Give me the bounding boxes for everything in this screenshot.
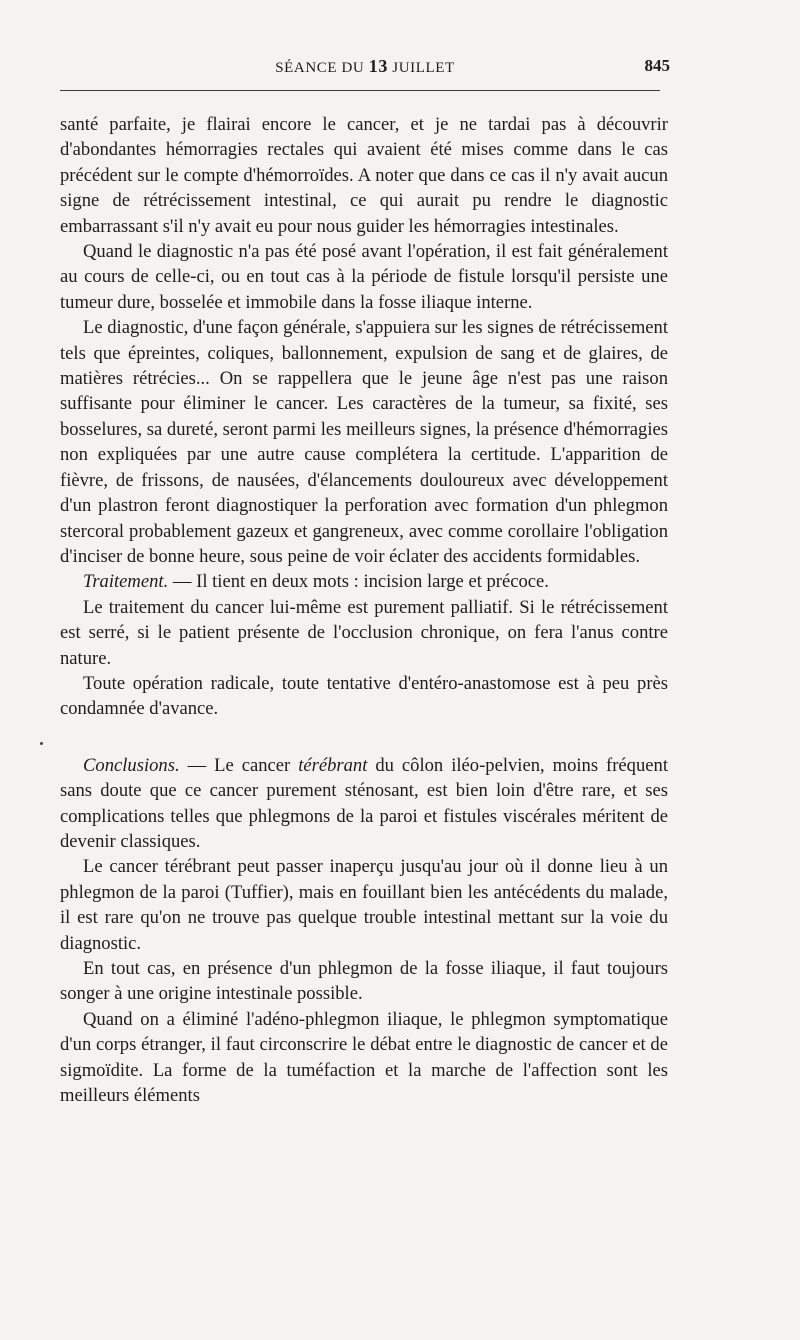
- paragraph-continuation: santé parfaite, je flairai encore le cancer, et je ne tardai pas à découvrir d'abondantes hémorragies rectales qui avaient été mises comme dans le cas précédent sur le compte d'hémorroïdes. A noter que dans ce cas il n'y avait aucun signe de rétrécissement intestinal, ce qui aurait pu rendre le diagnostic embarrassant s'il n'y avait eu pour nous guider les hémorragies intestinales.: [60, 114, 668, 237]
- paragraph-diagnostic-general: Le diagnostic, d'une façon générale, s'appuiera sur les signes de rétrécissement tels que épreintes, coliques, ballonnement, expulsion de sang et de glaires, de matières rétrécies... On se rappellera que le jeune âge n'est pas une raison suffisante pour éliminer le cancer. Les caractères de la tumeur, sa fixité, ses bosselures, sa dureté, seront parmi les meilleurs signes, la présence d'hémorragies non expliquées par une autre cause complétera la certitude. L'apparition de fièvre, de frissons, de nausées, d'élancements douloureux avec développement d'un plastron feront diagnostiquer la perforation avec formation d'un phlegmon stercoral probablement gazeux et gangreneux, avec comme corollaire l'obligation d'inciser de bonne heure, sous peine de voir éclater des accidents formidables.: [60, 317, 668, 567]
- conclusions-text-b: du côlon iléo-pelvien, moins fréquent sans doute que ce cancer purement sténosant, est bien loin d'être rare, et ses complications telles que phlegmons de la paroi et fistules viscérales méritent de devenir classiques.: [60, 754, 668, 852]
- running-header: [60, 56, 670, 80]
- page-number: 845: [644, 56, 670, 75]
- conclusions-text-a: — Le cancer: [179, 754, 299, 776]
- margin-mark: [40, 742, 43, 745]
- conclusions-emphasis: térébrant: [298, 754, 368, 776]
- paragraph-traitement: [60, 569, 668, 594]
- paragraph-diagnostic-differentiel: Quand on a éliminé l'adéno-phlegmon iliaque, le phlegmon symptomatique d'un corps étranger, il faut circonscrire le débat entre le diagnostic de cancer et de sigmoïdite. La forme de la tuméfaction et la marche de l'affection sont les meilleurs éléments: [60, 1008, 668, 1107]
- conclusions-heading: Conclusions.: [83, 754, 180, 776]
- traitement-text: — Il tient en deux mots : incision large et précoce.: [168, 571, 549, 593]
- paragraph-origine-intestinale: En tout cas, en présence d'un phlegmon de la fosse iliaque, il faut toujours songer à une origine intestinale possible.: [60, 958, 668, 1005]
- running-title: [60, 56, 670, 77]
- running-title-suffix: JUILLET: [387, 60, 455, 76]
- running-title-day: 13: [368, 56, 388, 76]
- paragraph-diagnostic-operation: Quand le diagnostic n'a pas été posé avant l'opération, il est fait généralement au cours de celle-ci, ou en tout cas à la période de fistule lorsqu'il persiste une tumeur dure, bosselée et immobile dans la fosse iliaque interne.: [60, 241, 668, 313]
- traitement-heading: Traitement.: [83, 571, 169, 593]
- paragraph-conclusions: [60, 753, 668, 855]
- paragraph-inapercu: Le cancer térébrant peut passer inaperçu jusqu'au jour où il donne lieu à un phlegmon de la paroi (Tuffier), mais en fouillant bien les antécédents du malade, il est rare qu'on ne trouve pas quelque trouble intestinal mettant sur la voie du diagnostic.: [60, 856, 668, 954]
- paragraph-operation-radicale: Toute opération radicale, toute tentative d'entéro-anastomose est à peu près condamnée d'avance.: [60, 672, 668, 720]
- paragraph-palliatif: Le traitement du cancer lui-même est purement palliatif. Si le rétrécissement est serré, si le patient présente de l'occlusion chronique, on fera l'anus contre nature.: [60, 596, 668, 669]
- body-text: [60, 112, 668, 1108]
- header-rule: [60, 90, 660, 91]
- running-title-prefix: SÉANCE DU: [275, 60, 369, 76]
